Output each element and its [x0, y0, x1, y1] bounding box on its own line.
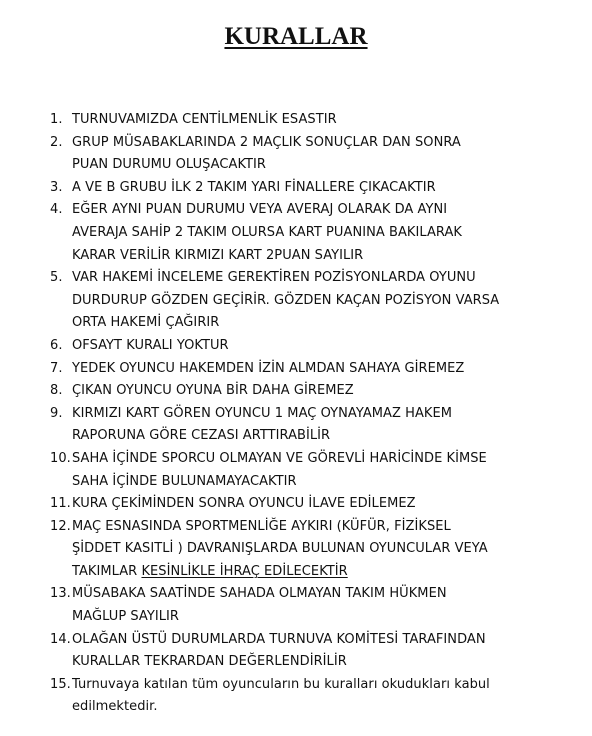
rule-text [72, 177, 560, 200]
rule-line: SAHA İÇİNDE BULUNAMAYACAKTIR [72, 473, 297, 489]
rule-text [72, 358, 560, 381]
rule-text [72, 199, 560, 267]
rule-item-14 [50, 629, 560, 674]
rule-line: KARAR VERİLİR KIRMIZI KART 2PUAN SAYILIR [72, 247, 364, 263]
rule-line: KIRMIZI KART GÖREN OYUNCU 1 MAÇ OYNAYAMAZ HAKEM [72, 405, 453, 421]
rule-line: MAÇ ESNASINDA SPORTMENLİĞE AYKIRI (KÜFÜR, FİZİKSEL [72, 518, 451, 534]
rule-item-15 [50, 674, 560, 719]
rule-text [72, 132, 560, 177]
rule-number: 15. [50, 676, 71, 692]
rule-line: PUAN DURUMU OLUŞACAKTIR [72, 157, 266, 173]
rule-text [72, 335, 560, 358]
rule-line: RAPORUNA GÖRE CEZASI ARTTIRABİLİR [72, 428, 331, 444]
rule-text [72, 380, 560, 403]
rule-number: 9. [50, 405, 63, 421]
rule-line: SAHA İÇİNDE SPORCU OLMAYAN VE GÖREVLİ HARİCİNDE KİMSE [72, 450, 487, 466]
rule-item-6 [50, 335, 560, 358]
rule-number: 5. [50, 270, 63, 286]
rule-number: 10. [50, 450, 71, 466]
rule-item-3 [50, 177, 560, 200]
rule-line: EĞER AYNI PUAN DURUMU VEYA AVERAJ OLARAK DA AYNI [72, 202, 448, 218]
rule-line-prefix: TAKIMLAR [72, 563, 142, 579]
rule-text [72, 629, 560, 674]
rule-line: OLAĞAN ÜSTÜ DURUMLARDA TURNUVA KOMİTESİ TARAFINDAN [72, 631, 486, 647]
rule-item-10 [50, 448, 560, 493]
rule-line: ÇIKAN OYUNCU OYUNA BİR DAHA GİREMEZ [72, 383, 354, 399]
rule-line: AVERAJA SAHİP 2 TAKIM OLURSA KART PUANINA BAKILARAK [72, 224, 462, 240]
rule-text [72, 674, 560, 719]
rule-item-5 [50, 267, 560, 335]
rule-item-13 [50, 583, 560, 628]
rule-text [72, 267, 560, 335]
rules-list [50, 109, 560, 719]
page-title [0, 20, 592, 54]
rule-line: VAR HAKEMİ İNCELEME GEREKTİREN POZİSYONLARDA OYUNU [72, 270, 476, 286]
rule-item-1 [50, 109, 560, 132]
rule-text [72, 403, 560, 448]
rule-item-11 [50, 493, 560, 516]
rule-line: TURNUVAMIZDA CENTİLMENLİK ESASTIR [72, 112, 337, 127]
rule-item-7 [50, 358, 560, 381]
rule-line: KURA ÇEKİMİNDEN SONRA OYUNCU İLAVE EDİLEMEZ [72, 496, 416, 512]
rule-line [72, 561, 560, 584]
rule-item-2 [50, 132, 560, 177]
rule-number: 11. [50, 496, 71, 512]
rule-text [72, 448, 560, 493]
rule-number: 2. [50, 134, 63, 150]
rule-line: Turnuvaya katılan tüm oyuncuların bu kuralları okudukları kabul [72, 676, 490, 692]
rule-item-9 [50, 403, 560, 448]
rule-number: 3. [50, 179, 63, 195]
rule-text [72, 583, 560, 628]
rule-emphasis-underlined: KESİNLİKLE İHRAÇ EDİLECEKTİR [141, 563, 348, 579]
rule-number: 12. [50, 518, 71, 534]
rule-line: ŞİDDET KASITLİ ) DAVRANIŞLARDA BULUNAN OYUNCULAR VEYA [72, 541, 488, 557]
rule-number: 13. [50, 586, 71, 602]
rule-line: GRUP MÜSABAKLARINDA 2 MAÇLIK SONUÇLAR DAN SONRA [72, 134, 461, 150]
rule-number: 6. [50, 337, 63, 353]
rule-text [72, 109, 560, 132]
rule-line: KURALLAR TEKRARDAN DEĞERLENDİRİLİR [72, 654, 347, 670]
rule-item-4 [50, 199, 560, 267]
rule-text [72, 516, 560, 584]
rule-line: OFSAYT KURALI YOKTUR [72, 337, 229, 353]
rule-text [72, 493, 560, 516]
rule-line: ORTA HAKEMİ ÇAĞIRIR [72, 315, 220, 331]
rule-line: A VE B GRUBU İLK 2 TAKIM YARI FİNALLERE ÇIKACAKTIR [72, 179, 436, 195]
page-title-text: KURALLAR [224, 23, 368, 50]
rule-number: 1. [50, 112, 63, 127]
rule-line: MAĞLUP SAYILIR [72, 609, 179, 625]
rule-number: 4. [50, 202, 63, 218]
rule-line: YEDEK OYUNCU HAKEMDEN İZİN ALMDAN SAHAYA GİREMEZ [72, 360, 465, 376]
rule-number: 8. [50, 383, 63, 399]
rule-item-8 [50, 380, 560, 403]
rule-line: edilmektedir. [72, 699, 158, 715]
rule-number: 14. [50, 631, 71, 647]
rule-line: DURDURUP GÖZDEN GEÇİRİR. GÖZDEN KAÇAN POZİSYON VARSA [72, 292, 500, 308]
rule-line: MÜSABAKA SAATİNDE SAHADA OLMAYAN TAKIM HÜKMEN [72, 586, 447, 602]
rule-number: 7. [50, 360, 63, 376]
rule-item-12 [50, 516, 560, 584]
